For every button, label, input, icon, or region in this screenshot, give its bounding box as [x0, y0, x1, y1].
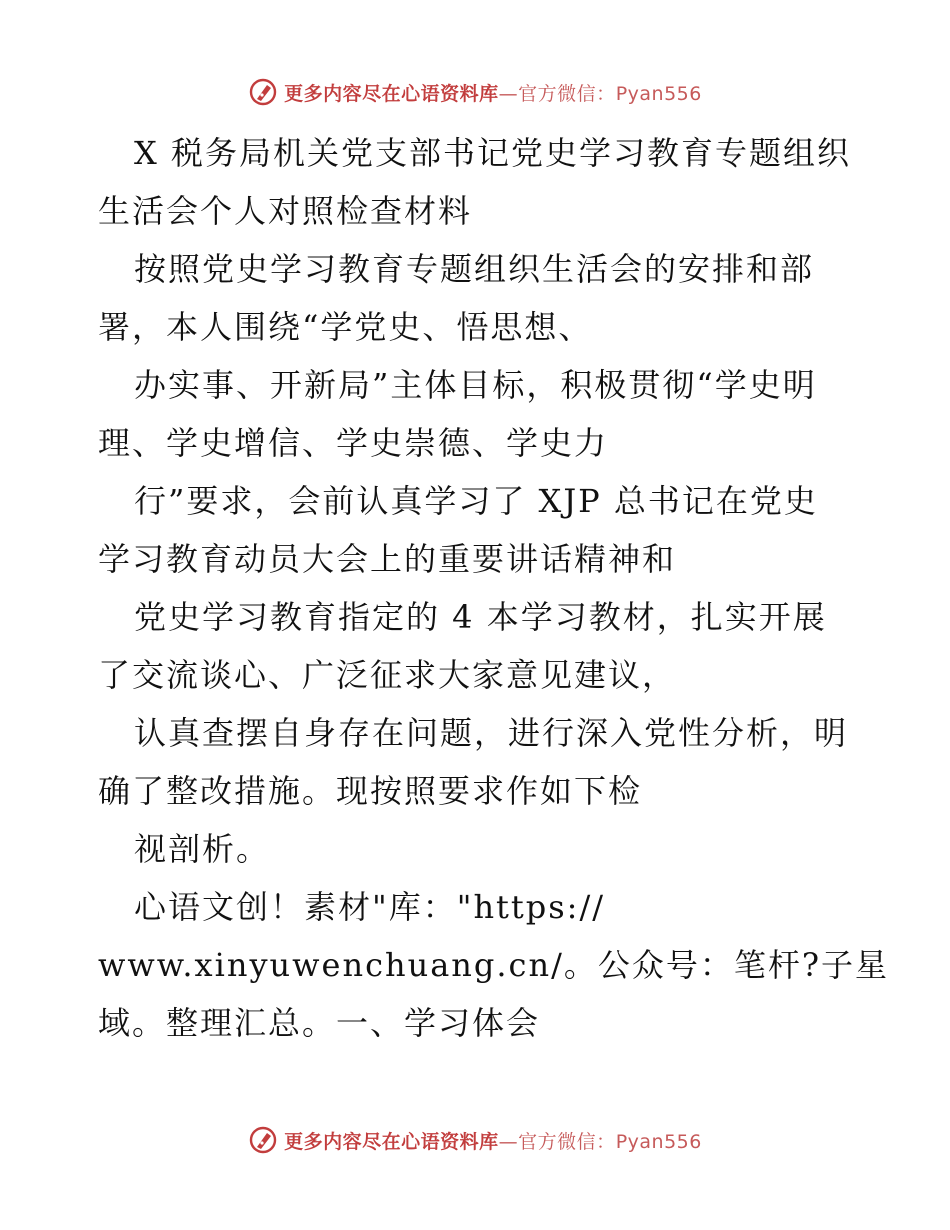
footer-banner	[0, 1120, 950, 1160]
footer-wechat-label: 官方微信：	[518, 1130, 616, 1153]
footer-banner-text	[284, 1127, 702, 1154]
pen-nib-circle-icon	[248, 77, 278, 107]
paragraph-line: 办实事、开新局”主体目标，积极贯彻“学史明	[134, 366, 817, 404]
header-banner-title: 更多内容尽在心语资料库	[284, 82, 499, 105]
paragraph-line: 视剖析。	[134, 830, 271, 868]
pen-nib-circle-icon	[248, 1125, 278, 1155]
paragraph-line: 按照党史学习教育专题组织生活会的安排和部	[134, 250, 815, 288]
document-title-line-2: 生活会个人对照检查材料	[98, 192, 473, 230]
document-body	[98, 124, 890, 1052]
paragraph-line: 了交流谈心、广泛征求大家意见建议，	[98, 656, 677, 694]
header-banner-text	[284, 79, 702, 106]
paragraph-line: 域。整理汇总。一、学习体会	[98, 1004, 541, 1042]
paragraph-line: 行”要求，会前认真学习了 XJP 总书记在党史	[134, 482, 818, 520]
paragraph-line: 署，本人围绕“学党史、悟思想、	[98, 308, 593, 346]
footer-banner-title: 更多内容尽在心语资料库	[284, 1130, 499, 1153]
paragraph-line: 认真查摆自身存在问题，进行深入党性分析，明	[134, 714, 849, 752]
footer-separator: —	[498, 1130, 519, 1153]
header-separator: —	[498, 82, 519, 105]
paragraph-line: 心语文创！素材"库："https://	[134, 888, 606, 926]
header-banner	[0, 72, 950, 112]
document-title-line-1: X 税务局机关党支部书记党史学习教育专题组织	[134, 134, 851, 172]
paragraph-line: 学习教育动员大会上的重要讲话精神和	[98, 540, 677, 578]
paragraph-line: 党史学习教育指定的 4 本学习教材，扎实开展	[134, 598, 827, 636]
header-wechat-label: 官方微信：	[518, 82, 616, 105]
header-wechat-id: Pyan556	[615, 82, 702, 105]
paragraph-line: www.xinyuwenchuang.cn/。公众号：笔杆?子星	[98, 946, 890, 984]
paragraph-line: 确了整改措施。现按照要求作如下检	[98, 772, 643, 810]
footer-wechat-id: Pyan556	[615, 1130, 702, 1153]
paragraph-line: 理、学史增信、学史崇德、学史力	[98, 424, 609, 462]
